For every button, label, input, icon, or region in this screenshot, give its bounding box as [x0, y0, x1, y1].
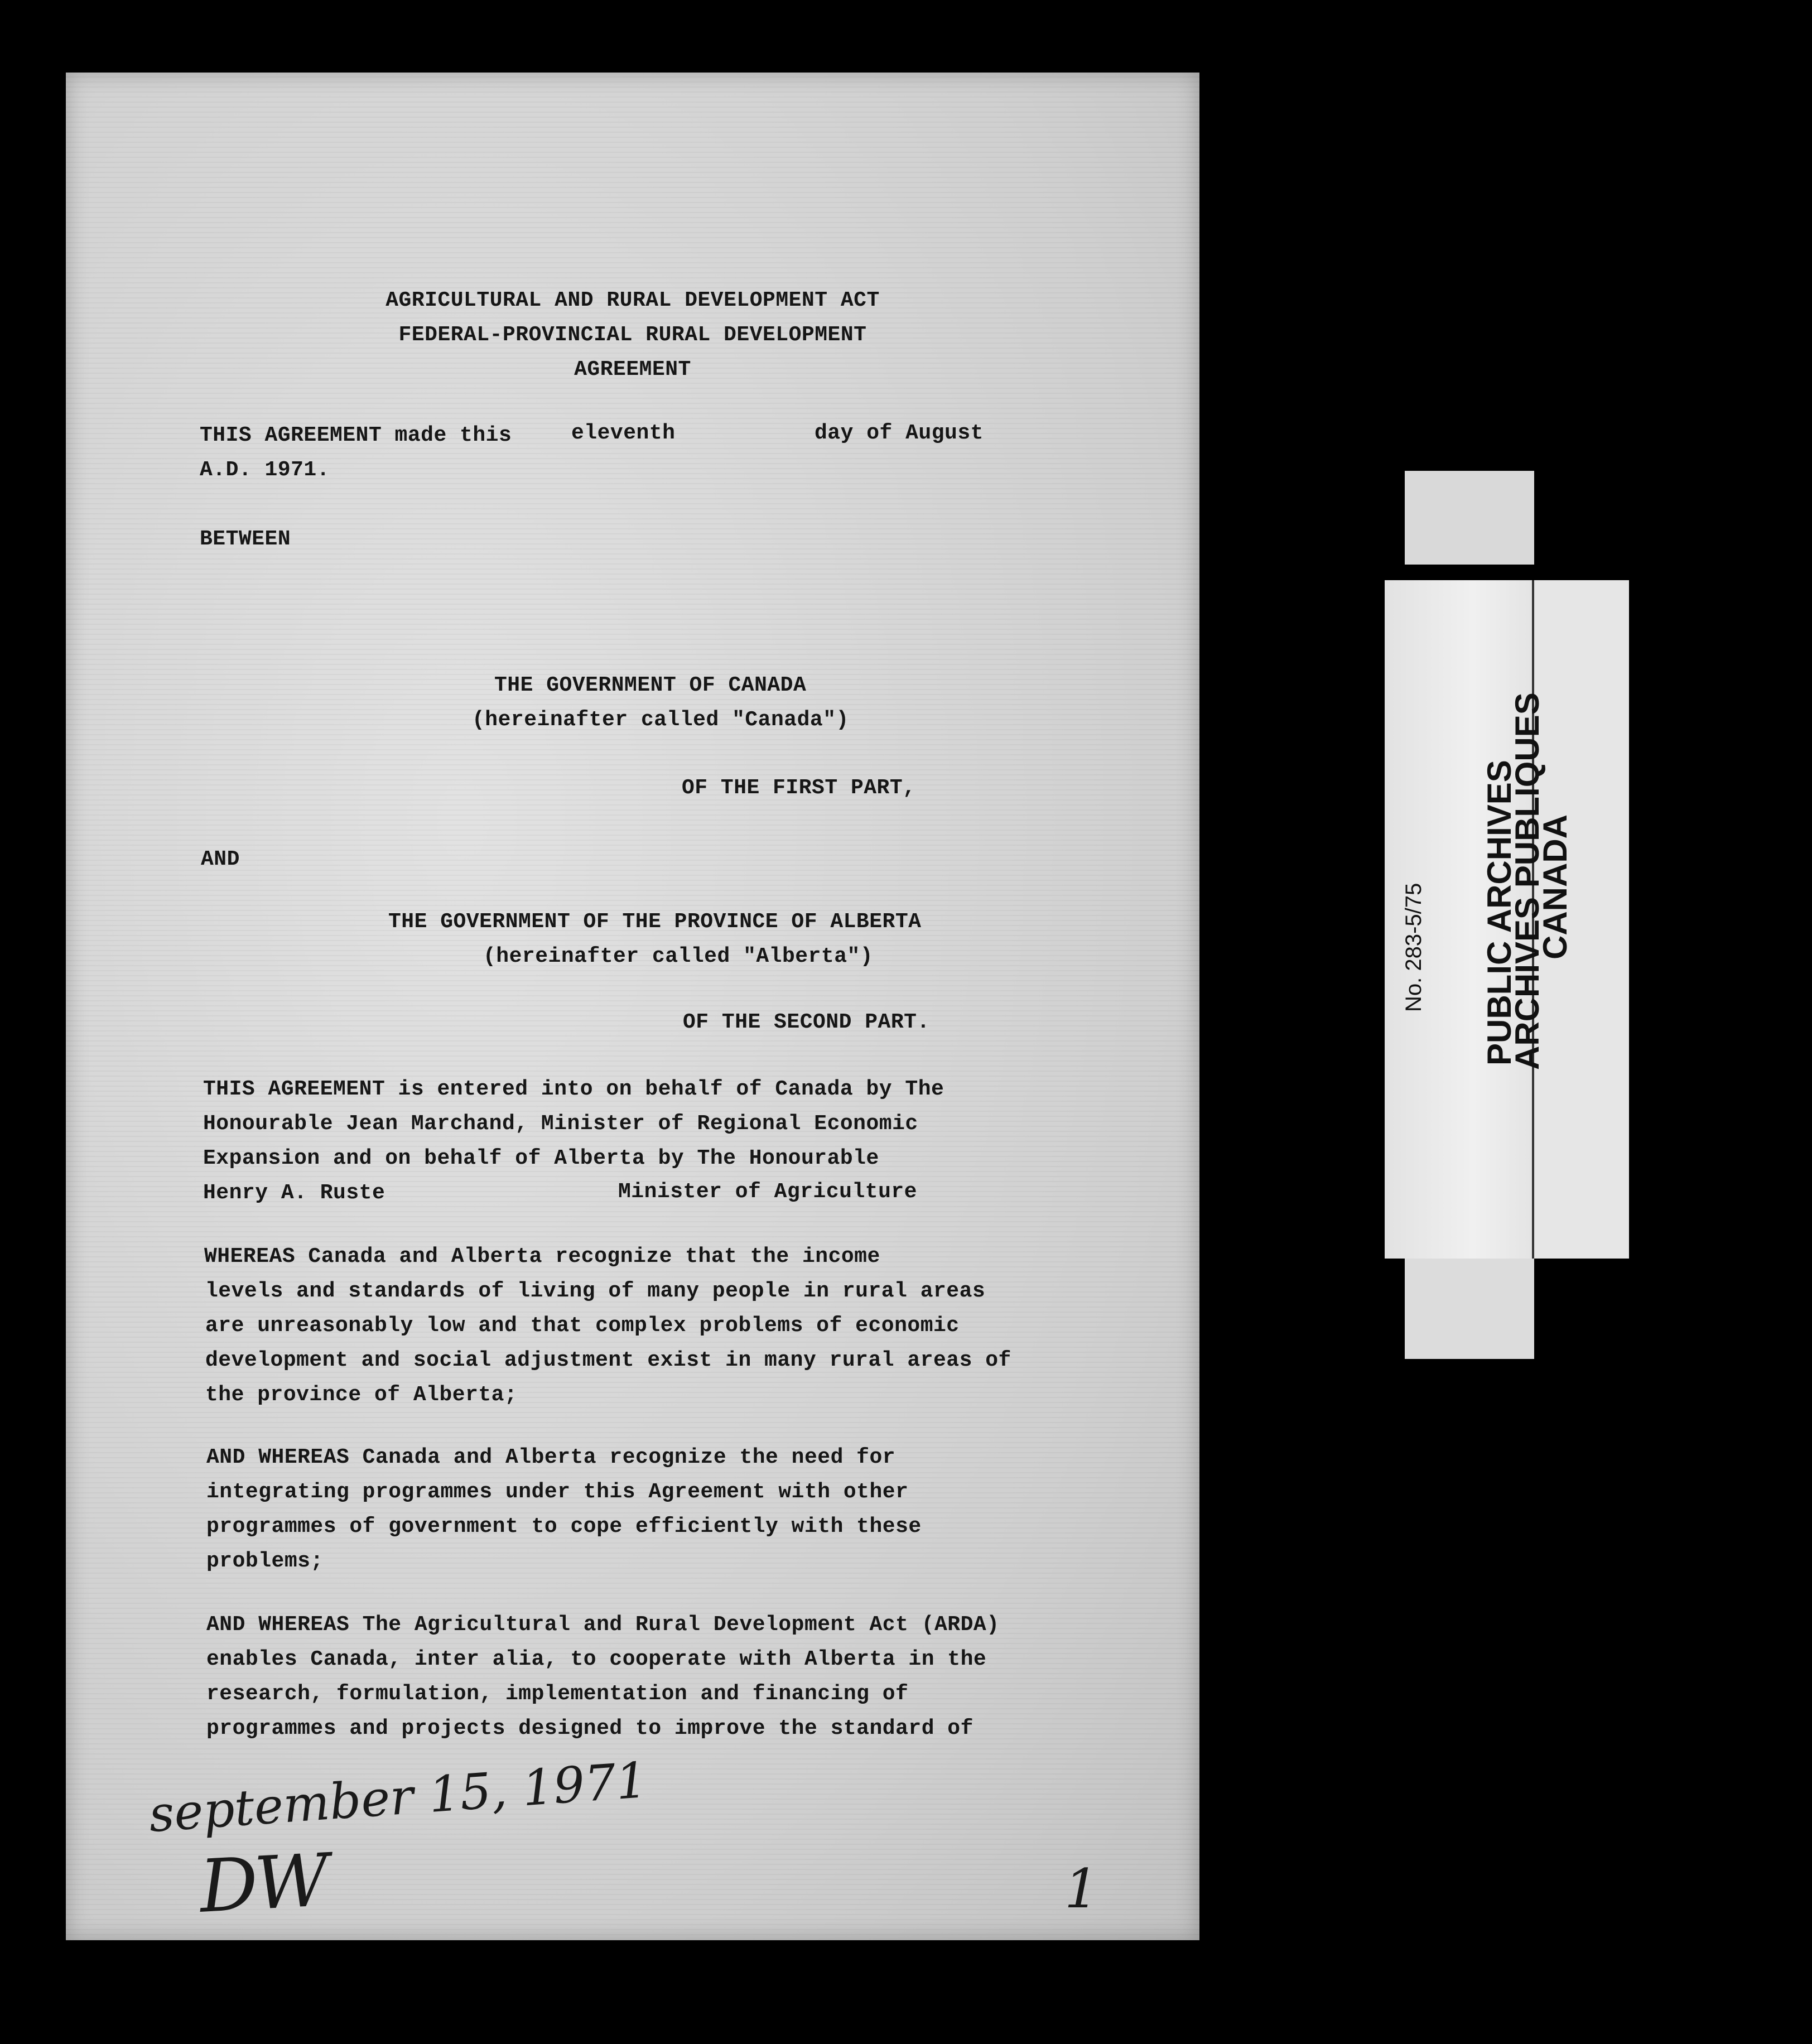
- behalf-signatory-name: Henry A. Ruste: [203, 1181, 385, 1205]
- handwritten-date: september 15, 1971: [147, 1751, 649, 1844]
- heading-line-3: AGREEMENT: [574, 358, 691, 382]
- behalf-signatory-title: Minister of Agriculture: [618, 1180, 917, 1204]
- whereas-2-line-2: integrating programmes under this Agreement with other: [206, 1480, 909, 1504]
- whereas-3-line-3: research, formulation, implementation and financing of: [206, 1682, 909, 1706]
- heading-line-1: AGRICULTURAL AND RURAL DEVELOPMENT ACT: [385, 288, 880, 312]
- archive-tag: [1385, 580, 1629, 1259]
- date-line-day: eleventh: [571, 421, 676, 445]
- behalf-line-3: Expansion and on behalf of Alberta by The Honourable: [203, 1146, 879, 1170]
- whereas-2-line-1: AND WHEREAS Canada and Alberta recognize the need for: [206, 1445, 896, 1469]
- whereas-3-line-2: enables Canada, inter alia, to cooperate with Alberta in the: [206, 1647, 987, 1671]
- archive-tag-bottom-tab: [1405, 1259, 1534, 1359]
- document-page: [66, 73, 1199, 1940]
- archive-label-line-3: CANADA: [1536, 814, 1574, 960]
- whereas-3-line-4: programmes and projects designed to improve the standard of: [206, 1717, 974, 1741]
- page-number: 1: [1064, 1858, 1099, 1920]
- between-label: BETWEEN: [200, 527, 291, 551]
- archive-label-line-1: PUBLIC ARCHIVES: [1481, 760, 1518, 1066]
- handwritten-initials: DW: [197, 1838, 328, 1929]
- whereas-1-line-4: development and social adjustment exist in many rural areas of: [205, 1348, 1011, 1372]
- second-party-name: THE GOVERNMENT OF THE PROVINCE OF ALBERTA: [388, 910, 922, 934]
- second-party-alias: (hereinafter called "Alberta"): [483, 944, 874, 968]
- whereas-2-line-4: problems;: [206, 1549, 324, 1573]
- first-party-part: OF THE FIRST PART,: [682, 776, 916, 800]
- whereas-3-line-1: AND WHEREAS The Agricultural and Rural Development Act (ARDA): [206, 1613, 1000, 1637]
- first-party-alias: (hereinafter called "Canada"): [472, 708, 849, 732]
- second-party-part: OF THE SECOND PART.: [683, 1010, 930, 1034]
- date-line-lead: THIS AGREEMENT made this: [200, 423, 512, 447]
- whereas-1-line-5: the province of Alberta;: [205, 1383, 518, 1407]
- archive-number: No. 283-5/75: [1401, 883, 1426, 1012]
- first-party-name: THE GOVERNMENT OF CANADA: [494, 673, 807, 697]
- date-line-month: day of August: [815, 421, 984, 445]
- archive-label-line-2: ARCHIVES PUBLIQUES: [1509, 692, 1546, 1070]
- whereas-1-line-1: WHEREAS Canada and Alberta recognize that the income: [204, 1245, 880, 1269]
- heading-line-2: FEDERAL-PROVINCIAL RURAL DEVELOPMENT: [398, 323, 867, 347]
- date-line-year: A.D. 1971.: [200, 458, 330, 482]
- archive-tag-top-tab: [1405, 471, 1534, 565]
- behalf-line-2: Honourable Jean Marchand, Minister of Regional Economic: [203, 1112, 918, 1136]
- behalf-line-1: THIS AGREEMENT is entered into on behalf of Canada by The: [203, 1077, 944, 1101]
- and-label: AND: [201, 847, 240, 871]
- whereas-1-line-3: are unreasonably low and that complex problems of economic: [205, 1314, 960, 1338]
- whereas-2-line-3: programmes of government to cope efficiently with these: [206, 1515, 922, 1539]
- whereas-1-line-2: levels and standards of living of many people in rural areas: [205, 1279, 986, 1303]
